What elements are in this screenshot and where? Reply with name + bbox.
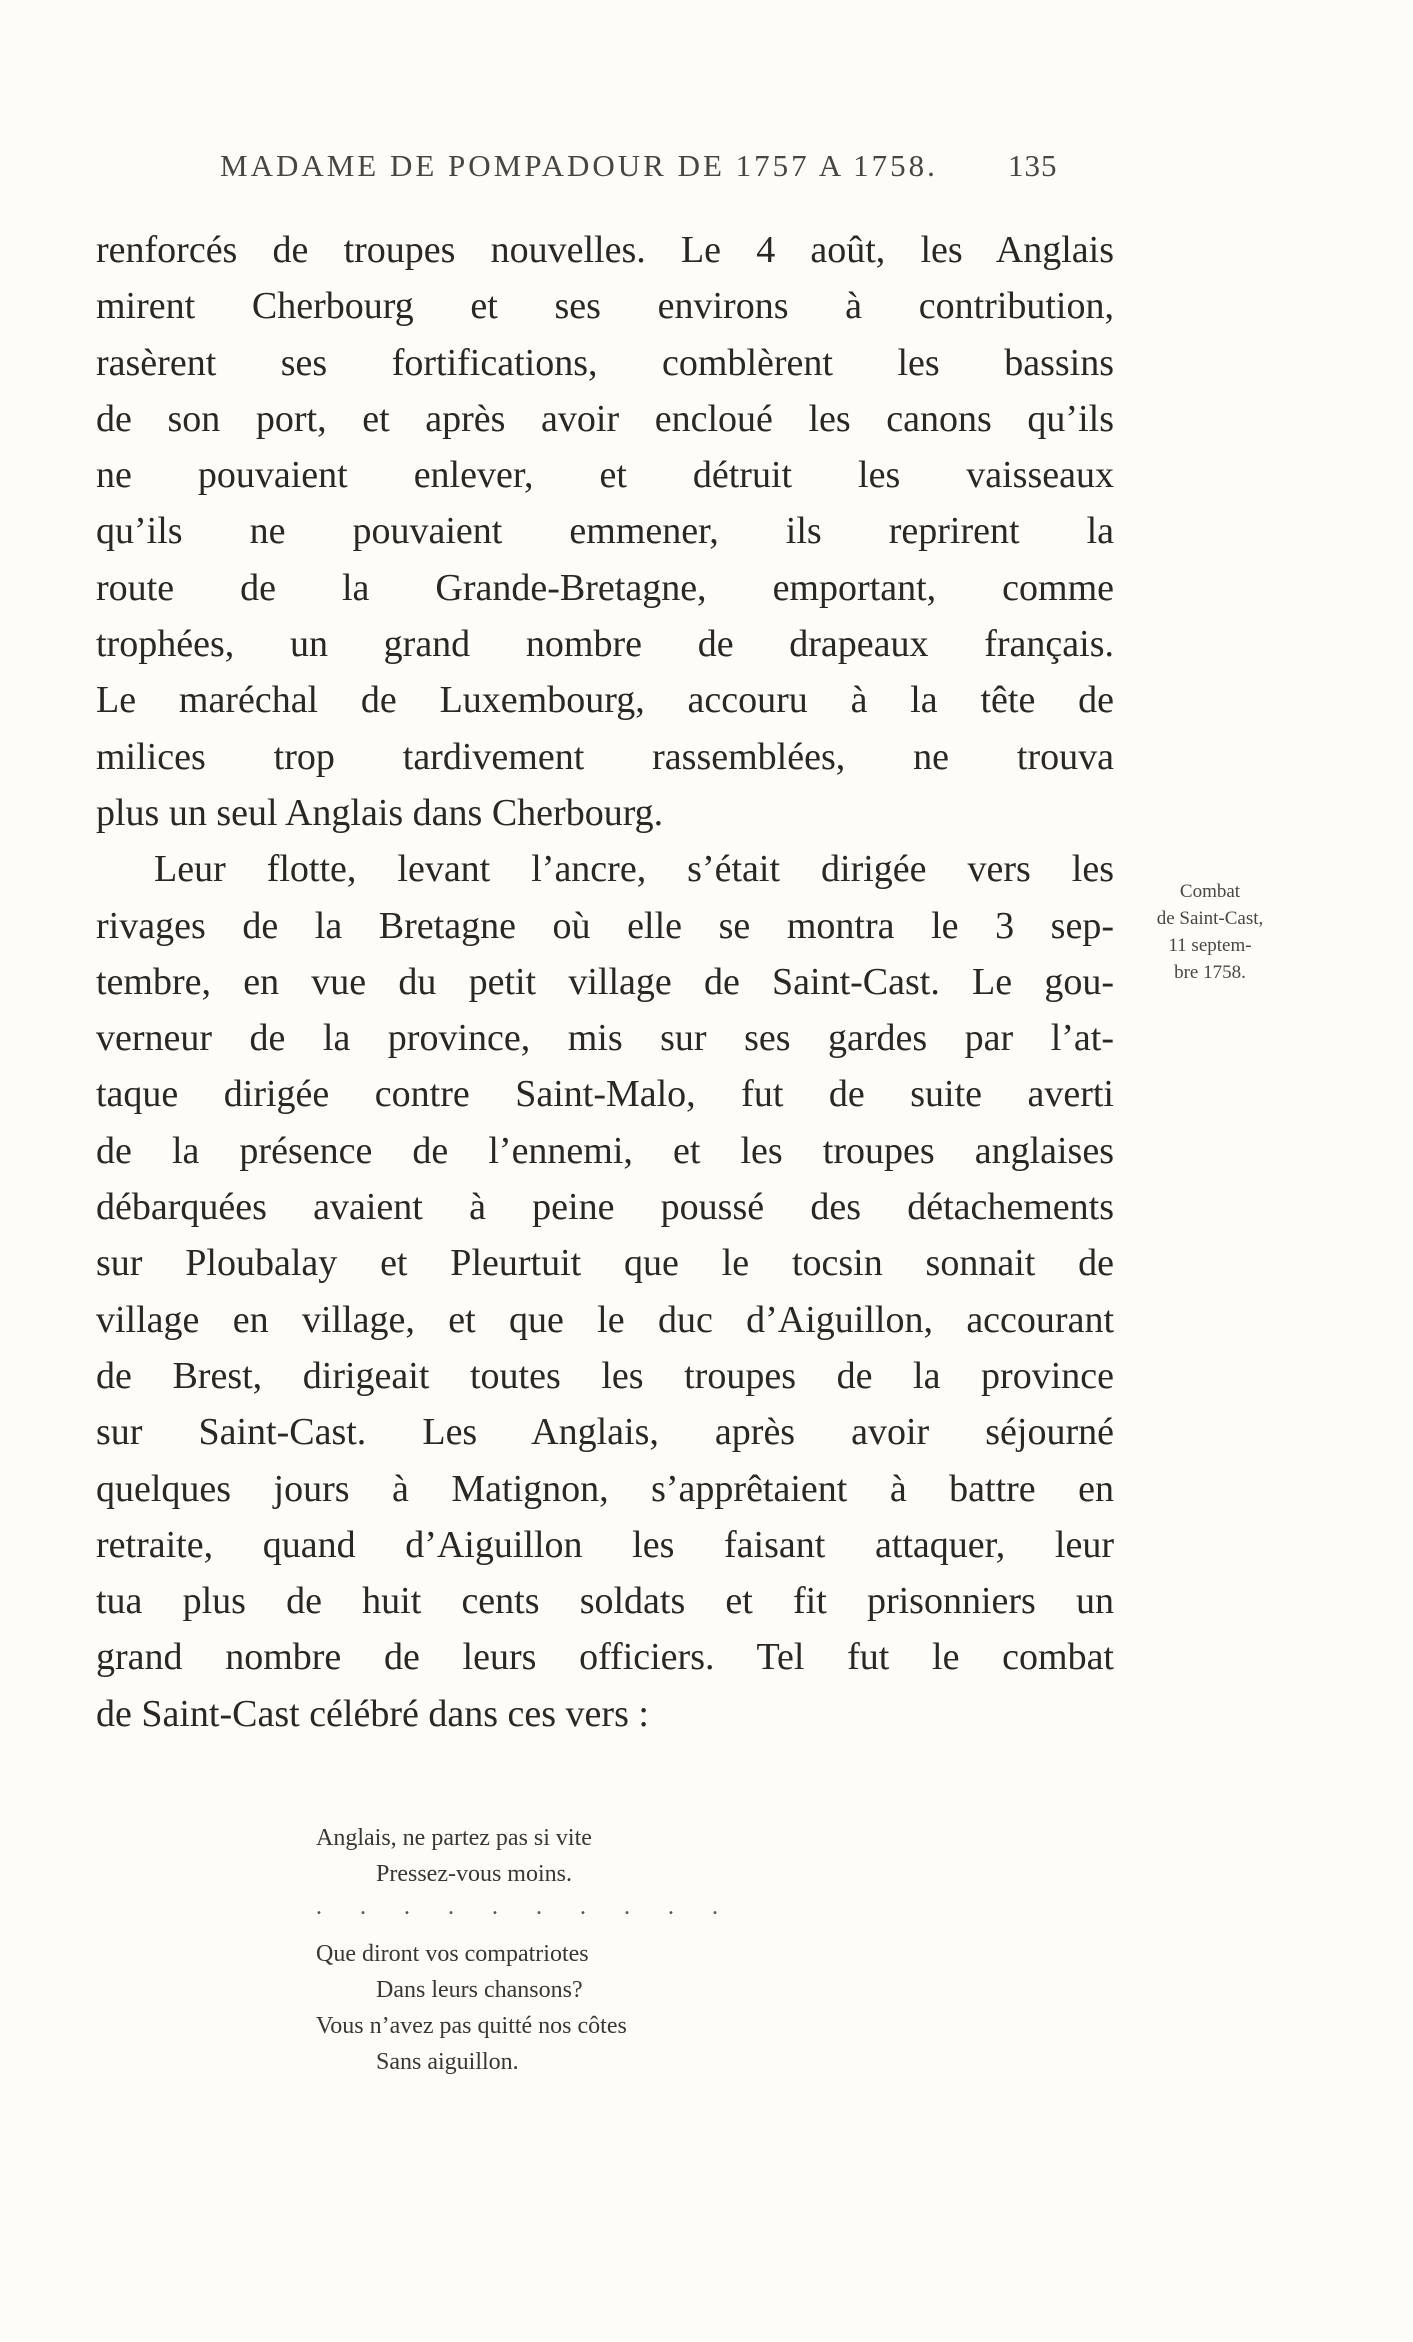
text-line: route de la Grande-Bretagne, emportant, comme bbox=[96, 566, 1114, 609]
verse-line: Vous n’avez pas quitté nos côtes bbox=[316, 2013, 627, 2039]
verse-line: Que diront vos compatriotes bbox=[316, 1941, 589, 1967]
text-line: de son port, et après avoir encloué les canons qu’ils bbox=[96, 397, 1114, 440]
text-line: qu’ils ne pouvaient emmener, ils reprirent la bbox=[96, 510, 1114, 553]
text-line: rasèrent ses fortifications, comblèrent les bassins bbox=[96, 341, 1114, 384]
margin-note bbox=[1130, 878, 1290, 986]
margin-note-line: de Saint-Cast, bbox=[1156, 908, 1264, 929]
page-number: 135 bbox=[1008, 148, 1058, 183]
text-line: mirent Cherbourg et ses environs à contribution, bbox=[96, 285, 1114, 328]
verse-line: Sans aiguillon. bbox=[376, 2049, 519, 2075]
text-line: Le maréchal de Luxembourg, accouru à la tête de bbox=[96, 679, 1114, 722]
text-line: Leur flotte, levant l’ancre, s’était dirigée vers les bbox=[154, 848, 1114, 891]
text-line: village en village, et que le duc d’Aiguillon, accourant bbox=[96, 1298, 1114, 1341]
margin-note-line: Combat bbox=[1179, 881, 1241, 902]
text-line: sur Saint-Cast. Les Anglais, après avoir séjourné bbox=[96, 1411, 1114, 1454]
text-line: milices trop tardivement rassemblées, ne trouva bbox=[96, 735, 1114, 778]
verse-ellipsis: . . . . . . . . . . bbox=[316, 1894, 734, 1920]
text-line: quelques jours à Matignon, s’apprêtaient à battre en bbox=[96, 1467, 1114, 1510]
text-line: tembre, en vue du petit village de Saint-Cast. Le gou- bbox=[96, 960, 1114, 1003]
text-line: débarquées avaient à peine poussé des détachements bbox=[96, 1186, 1114, 1229]
running-header bbox=[96, 148, 1296, 198]
running-title: MADAME DE POMPADOUR DE 1757 A 1758. bbox=[220, 148, 938, 183]
text-line: de Saint-Cast célébré dans ces vers : bbox=[96, 1692, 649, 1735]
text-line: ne pouvaient enlever, et détruit les vaisseaux bbox=[96, 454, 1114, 497]
text-line: trophées, un grand nombre de drapeaux français. bbox=[96, 623, 1114, 666]
verse-line: Pressez-vous moins. bbox=[376, 1861, 572, 1887]
text-line: tua plus de huit cents soldats et fit prisonniers un bbox=[96, 1580, 1114, 1623]
text-line: verneur de la province, mis sur ses gardes par l’at- bbox=[96, 1017, 1114, 1060]
text-line: de la présence de l’ennemi, et les troupes anglaises bbox=[96, 1129, 1114, 1172]
margin-note-line: bre 1758. bbox=[1174, 962, 1246, 983]
text-line: de Brest, dirigeait toutes les troupes de la province bbox=[96, 1354, 1114, 1397]
text-line: plus un seul Anglais dans Cherbourg. bbox=[96, 791, 664, 834]
text-line: grand nombre de leurs officiers. Tel fut le combat bbox=[96, 1636, 1114, 1679]
text-line: retraite, quand d’Aiguillon les faisant attaquer, leur bbox=[96, 1523, 1114, 1566]
text-line: renforcés de troupes nouvelles. Le 4 août, les Anglais bbox=[96, 229, 1114, 271]
body-text bbox=[96, 222, 1114, 1742]
text-line: taque dirigée contre Saint-Malo, fut de suite averti bbox=[96, 1073, 1114, 1116]
verse-line: Dans leurs chansons? bbox=[376, 1977, 583, 2003]
verse-quotation bbox=[316, 1820, 734, 2080]
text-line: rivages de la Bretagne où elle se montra le 3 sep- bbox=[96, 904, 1114, 947]
text-line: sur Ploubalay et Pleurtuit que le tocsin sonnait de bbox=[96, 1242, 1114, 1285]
margin-note-line: 11 septem- bbox=[1168, 935, 1252, 956]
verse-line: Anglais, ne partez pas si vite bbox=[316, 1825, 592, 1851]
